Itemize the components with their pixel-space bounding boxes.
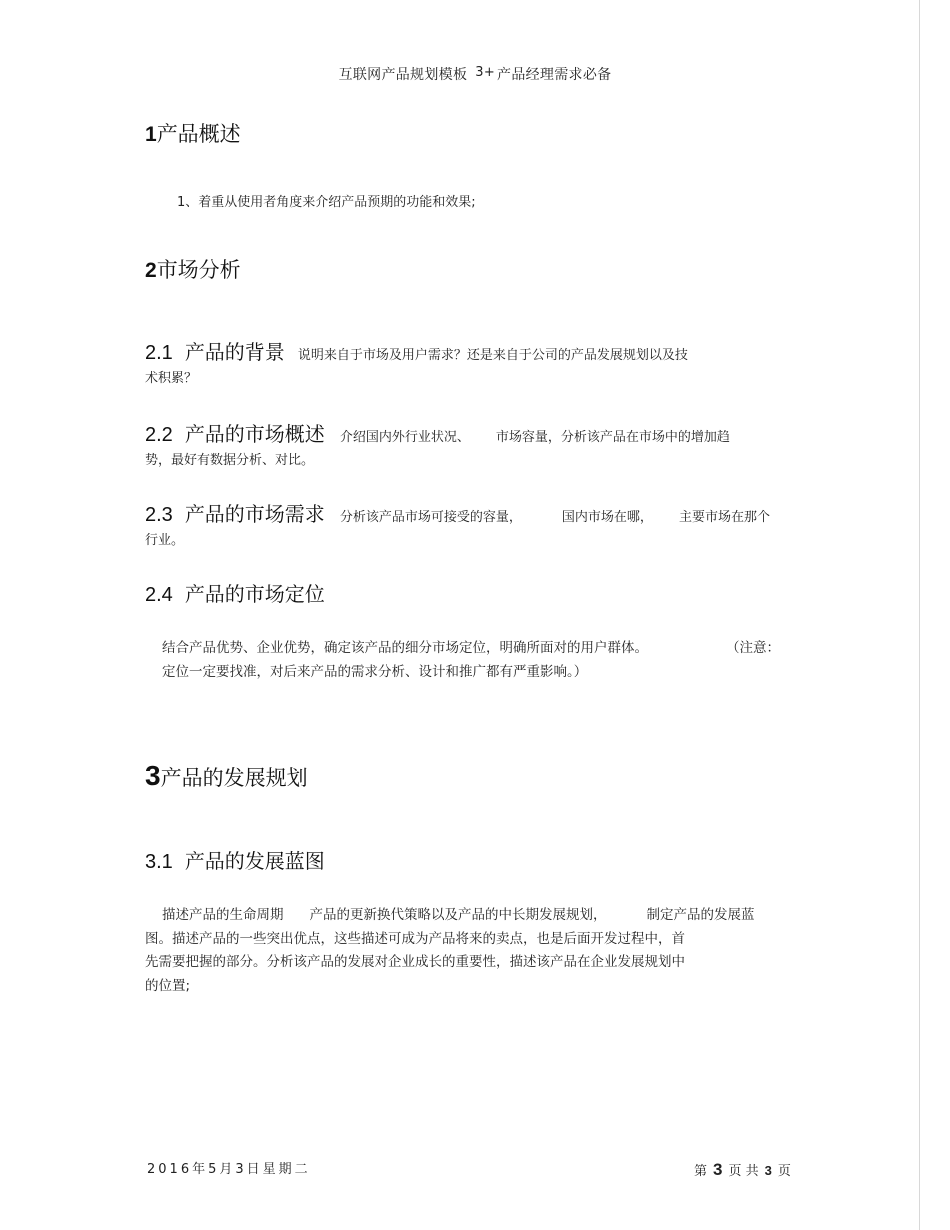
header-title-sup: 3+: [475, 65, 496, 80]
subsection-2-2: [145, 418, 730, 468]
subsection-text-continued: 术积累？: [145, 371, 198, 386]
subsection-number: 2.4: [145, 584, 173, 606]
body-line: 结合产品优势、企业优势，确定该产品的细分市场定位，明确所面对的用户群体。: [162, 640, 648, 656]
body-line: 描述产品的生命周期: [162, 907, 284, 923]
body-line: 产品的更新换代策略以及产品的中长期发展规划，: [309, 907, 607, 923]
subsection-2-1: [145, 336, 688, 386]
subsection-text: 分析该产品市场可接受的容量，: [339, 510, 522, 525]
footer-date: 2016年5月3日星期二: [147, 1162, 311, 1177]
subsection-text: 介绍国内外行业状况、: [339, 430, 470, 445]
page-prefix: 第: [694, 1164, 708, 1179]
subsection-text-continued: 势，最好有数据分析、对比。: [145, 453, 315, 468]
page-suffix: 页: [777, 1164, 791, 1179]
section-title: 产品概述: [156, 122, 241, 146]
body-line: 定位一定要找准，对后来产品的需求分析、设计和推广都有严重影响。）: [162, 663, 588, 680]
footer-page-number: [694, 1160, 791, 1180]
heading-section-3: [145, 760, 308, 792]
subsection-number: 2.2: [145, 424, 173, 446]
subsection-text: 国内市场在哪，: [561, 510, 653, 525]
body-line: 图。描述产品的一些突出优点，这些描述可成为产品将来的卖点，也是后面开发过程中，首: [145, 930, 685, 947]
heading-section-1: [145, 118, 241, 148]
subsection-text-continued: 行业。: [145, 533, 185, 548]
subsection-2-3: [145, 498, 770, 548]
heading-section-2: [145, 254, 241, 284]
subsection-number: 2.3: [145, 504, 173, 526]
body-line-note: （注意：: [726, 640, 780, 656]
header-title-right: 产品经理需求必备: [497, 67, 612, 83]
page-mid: 页 共: [728, 1164, 759, 1179]
subsection-text: 主要市场在那个: [678, 510, 770, 525]
body-line: 先需要把握的部分。分析该产品的发展对企业成长的重要性，描述该产品在企业发展规划中: [145, 954, 685, 970]
subsection-3-1-body: [145, 904, 755, 998]
subsection-2-4-body: [162, 637, 780, 684]
subsection-title: 产品的市场需求: [184, 502, 325, 526]
subsection-text: 市场容量，分析该产品在市场中的增加趋: [495, 430, 730, 445]
subsection-title: 产品的市场定位: [184, 582, 325, 606]
subsection-title: 产品的市场概述: [184, 422, 325, 446]
section-title: 市场分析: [156, 258, 241, 282]
page-edge-divider: [919, 0, 920, 1230]
section-title: 产品的发展规划: [160, 766, 308, 790]
body-line: 的位置;: [145, 977, 191, 994]
subsection-number: 3.1: [145, 851, 173, 873]
subsection-3-1-heading: [145, 845, 325, 874]
current-page: 3: [713, 1160, 723, 1179]
page-header: [0, 64, 950, 84]
subsection-title: 产品的背景: [184, 340, 285, 364]
subsection-number: 2.1: [145, 342, 173, 364]
section-1-item: 1、着重从使用者角度来介绍产品预期的功能和效果;: [177, 195, 476, 210]
header-title-left: 互联网产品规划模板: [338, 67, 468, 83]
body-line: 制定产品的发展蓝: [646, 907, 755, 923]
section-number: 3: [145, 760, 161, 791]
subsection-title: 产品的发展蓝图: [184, 849, 325, 873]
total-pages: 3: [764, 1163, 772, 1178]
section-number: 2: [145, 259, 157, 282]
section-number: 1: [145, 123, 157, 146]
subsection-text: 说明来自于市场及用户需求？还是来自于公司的产品发展规划以及技: [297, 348, 688, 363]
subsection-2-4-heading: [145, 578, 325, 607]
